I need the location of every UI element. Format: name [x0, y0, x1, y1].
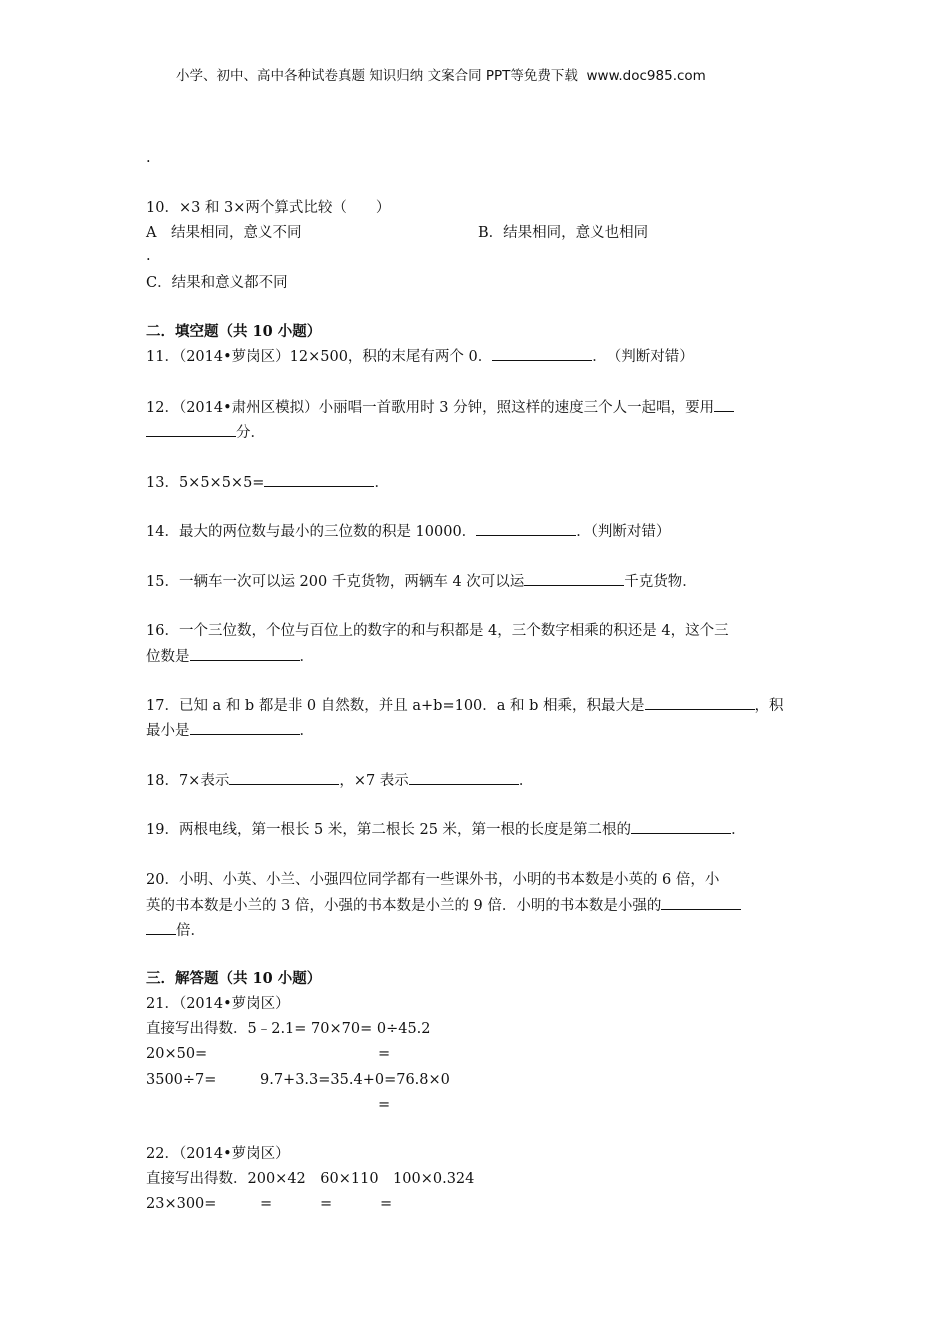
question-14 — [146, 521, 670, 542]
question-16-text: 位数是 — [146, 649, 190, 665]
question-14-text: 14．最大的两位数与最小的三位数的积是 10000． — [146, 524, 477, 540]
question-19-text: 19．两根电线，第一根长 5 米，第二根长 25 米，第一根的长度是第二根的 — [146, 822, 632, 838]
question-22-row-2b: = — [260, 1196, 273, 1212]
question-18-mid: ，×7 表示 — [339, 773, 409, 789]
question-10-dot: . — [146, 248, 151, 264]
question-20-line-3 — [146, 920, 205, 941]
answer-blank[interactable] — [476, 521, 576, 536]
question-14-tail: ．（判断对错） — [576, 524, 671, 540]
question-21-row-2b: = — [378, 1046, 391, 1062]
question-17-text-2: 最小是 — [146, 723, 190, 739]
answer-blank[interactable] — [524, 571, 624, 586]
answer-blank[interactable] — [492, 346, 592, 361]
question-21-row-3b: 9.7+3.3=35.4+0=76.8×0 — [260, 1072, 450, 1088]
question-21-row-4: = — [378, 1097, 391, 1113]
question-20-text: 英的书本数是小兰的 3 倍，小强的书本数是小兰的 9 倍．小明的书本数是小强的 — [146, 898, 662, 914]
question-18 — [146, 770, 533, 791]
question-13-tail: ． — [374, 475, 389, 491]
answer-blank[interactable] — [146, 920, 176, 935]
question-19 — [146, 819, 746, 840]
question-20-line-2 — [146, 895, 741, 916]
answer-blank[interactable] — [631, 819, 731, 834]
question-18-tail: ． — [518, 773, 534, 789]
question-13 — [146, 472, 389, 493]
question-10-option-c: C．结果和意义都不同 — [146, 275, 288, 291]
question-22-head: 22．（2014•萝岗区） — [146, 1146, 290, 1162]
answer-blank[interactable] — [409, 770, 519, 785]
question-17-text: 17．已知 a 和 b 都是非 0 自然数，并且 a+b=100．a 和 b 相乘，积最大是 — [146, 698, 645, 714]
answer-blank[interactable] — [714, 397, 734, 412]
question-16-line-2 — [146, 646, 314, 667]
question-20-tail: 倍． — [176, 923, 205, 939]
answer-blank[interactable] — [146, 422, 236, 437]
page-header — [176, 66, 706, 86]
question-21-head: 21．（2014•萝岗区） — [146, 996, 290, 1012]
question-11-tail: ． （判断对错） — [592, 349, 694, 365]
answer-blank[interactable] — [190, 720, 300, 735]
section-2-title: 二．填空题（共 10 小题） — [146, 323, 322, 340]
question-15-tail: 千克货物． — [624, 574, 697, 590]
question-11-text: 11．（2014•萝岗区）12×500，积的末尾有两个 0． — [146, 349, 493, 365]
question-17-line-2 — [146, 720, 314, 741]
question-22-row-2a: 23×300= — [146, 1196, 217, 1212]
question-21-row-1: 直接写出得数．5﹣2.1= 70×70= 0÷45.2 — [146, 1021, 431, 1037]
question-12-line-2 — [146, 422, 265, 443]
question-17-tail: ． — [299, 723, 314, 739]
question-21-row-2a: 20×50= — [146, 1046, 208, 1062]
question-17-mid: ，积 — [754, 698, 784, 714]
question-21-row-3a: 3500÷7= — [146, 1072, 217, 1088]
answer-blank[interactable] — [264, 472, 374, 487]
question-12-line-1 — [146, 397, 734, 418]
answer-blank[interactable] — [645, 695, 755, 710]
question-19-tail: ． — [731, 822, 746, 838]
section-3-title: 三．解答题（共 10 小题） — [146, 970, 322, 987]
question-15 — [146, 571, 697, 592]
question-16-line-1: 16．一个三位数，个位与百位上的数字的和与积都是 4，三个数字相乘的积还是 4，这个三 — [146, 623, 729, 639]
question-22-row-2d: = — [380, 1196, 393, 1212]
question-20-line-1: 20．小明、小英、小兰、小强四位同学都有一些课外书，小明的书本数是小英的 6 倍，小 — [146, 872, 720, 888]
question-12-tail: 分． — [236, 425, 265, 441]
question-18-text: 18．7×表示 — [146, 773, 230, 789]
question-17-line-1 — [146, 695, 784, 716]
question-22-row-1: 直接写出得数．200×42 60×110 100×0.324 — [146, 1171, 475, 1187]
answer-blank[interactable] — [229, 770, 339, 785]
header-text: 小学、初中、高中各种试卷真题 知识归纳 文案合同 PPT等免费下载 — [176, 68, 578, 84]
question-13-text: 13．5×5×5×5= — [146, 475, 265, 491]
answer-blank[interactable] — [661, 895, 741, 910]
question-10-option-b: B．结果相同，意义也相同 — [478, 225, 649, 241]
question-16-tail: ． — [299, 649, 314, 665]
stray-dot: . — [146, 150, 151, 166]
answer-blank[interactable] — [190, 646, 300, 661]
question-11 — [146, 346, 694, 367]
question-10-stem: 10．×3 和 3×两个算式比较（ ） — [146, 200, 391, 216]
question-10-option-a: A 结果相同，意义不同 — [146, 225, 302, 241]
header-url[interactable]: www.doc985.com — [586, 68, 706, 84]
question-22-row-2c: = — [320, 1196, 333, 1212]
question-15-text: 15．一辆车一次可以运 200 千克货物，两辆车 4 次可以运 — [146, 574, 525, 590]
question-12-text: 12．（2014•肃州区模拟）小丽唱一首歌用时 3 分钟，照这样的速度三个人一起唱，要用 — [146, 400, 715, 416]
